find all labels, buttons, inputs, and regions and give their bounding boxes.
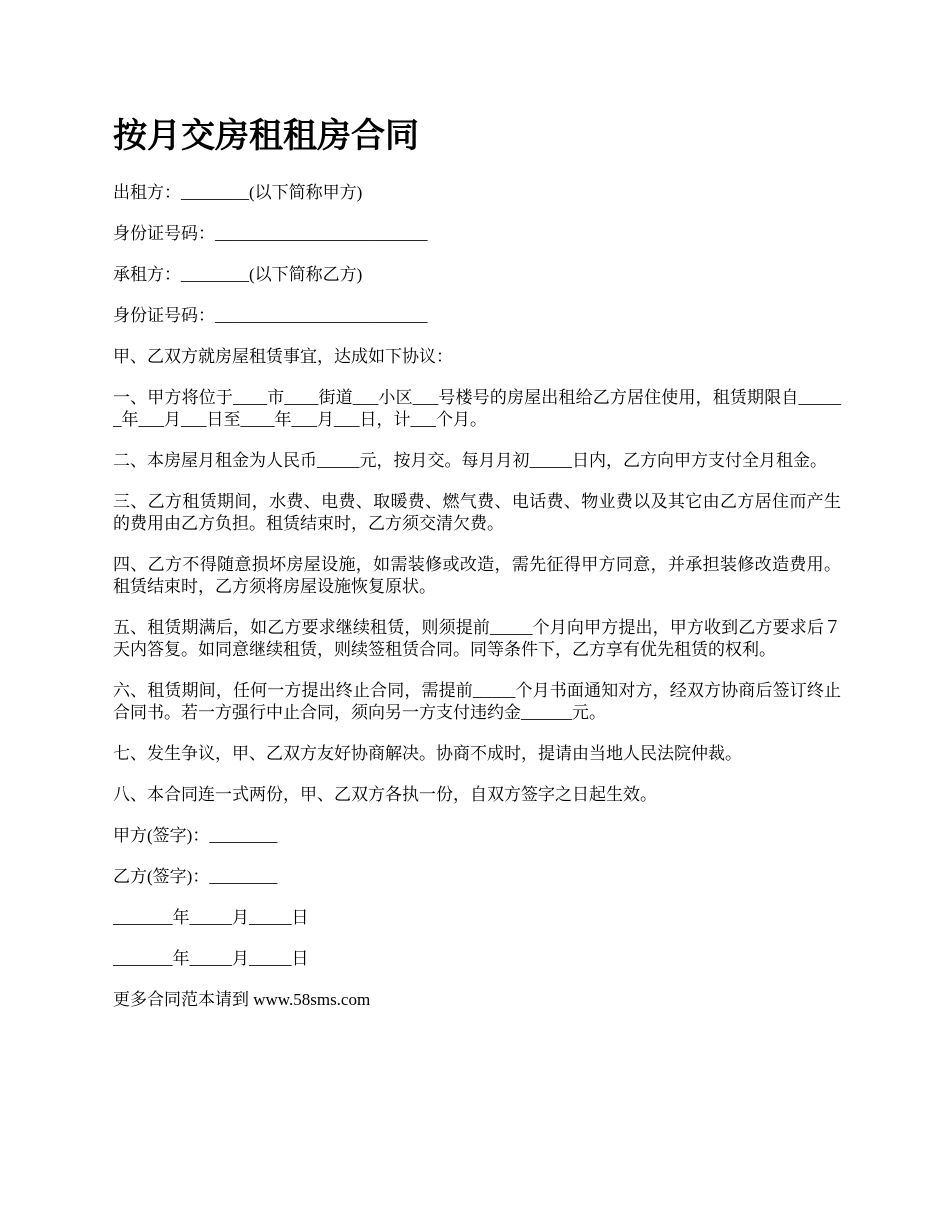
lessee-id-line: 身份证号码：_________________________ (113, 306, 428, 325)
clause-5: 五、租赁期满后，如乙方要求继续租赁，则须提前_____个月向甲方提出，甲方收到乙方要求后７天内答复。如同意继续租赁，则续签租赁合同。同等条件下，乙方享有优先租赁的权利。 (113, 618, 841, 659)
party-b-signature: 乙方(签字)：________ (113, 867, 278, 886)
signature-date-1: _______年_____月_____日 (113, 908, 309, 927)
clause-4: 四、乙方不得随意损坏房屋设施，如需装修或改造，需先征得甲方同意，并承担装修改造费用。租赁结束时，乙方须将房屋设施恢复原状。 (113, 555, 841, 596)
agreement-intro: 甲、乙双方就房屋租赁事宜，达成如下协议： (113, 347, 453, 366)
signature-date-2: _______年_____月_____日 (113, 949, 309, 968)
clause-8: 八、本合同连一式两份，甲、乙双方各执一份，自双方签字之日起生效。 (113, 785, 657, 804)
lessee-line: 承租方：________(以下简称乙方) (113, 265, 363, 284)
clause-7: 七、发生争议，甲、乙双方友好协商解决。协商不成时，提请由当地人民法院仲裁。 (113, 744, 742, 763)
clause-1: 一、甲方将位于____市____街道___小区___号楼号的房屋出租给乙方居住使用，租赁期限自______年___月___日至____年___月___日，计___个月。 (113, 388, 841, 429)
clause-6: 六、租赁期间，任何一方提出终止合同，需提前_____个月书面通知对方，经双方协商后签订终止合同书。若一方强行中止合同，须向另一方支付违约金______元。 (113, 681, 841, 722)
lessor-line: 出租方：________(以下简称甲方) (113, 183, 363, 202)
clause-3: 三、乙方租赁期间，水费、电费、取暖费、燃气费、电话费、物业费以及其它由乙方居住而产生的费用由乙方负担。租赁结束时，乙方须交清欠费。 (113, 492, 841, 533)
lessor-id-line: 身份证号码：_________________________ (113, 224, 428, 243)
party-a-signature: 甲方(签字)：________ (113, 826, 278, 845)
document-title: 按月交房租租房合同 (113, 116, 419, 156)
document-page (113, 112, 841, 1011)
footer-note: 更多合同范本请到 www.58sms.com (113, 990, 371, 1009)
clause-2: 二、本房屋月租金为人民币_____元，按月交。每月月初_____日内，乙方向甲方支付全月租金。 (113, 451, 827, 470)
